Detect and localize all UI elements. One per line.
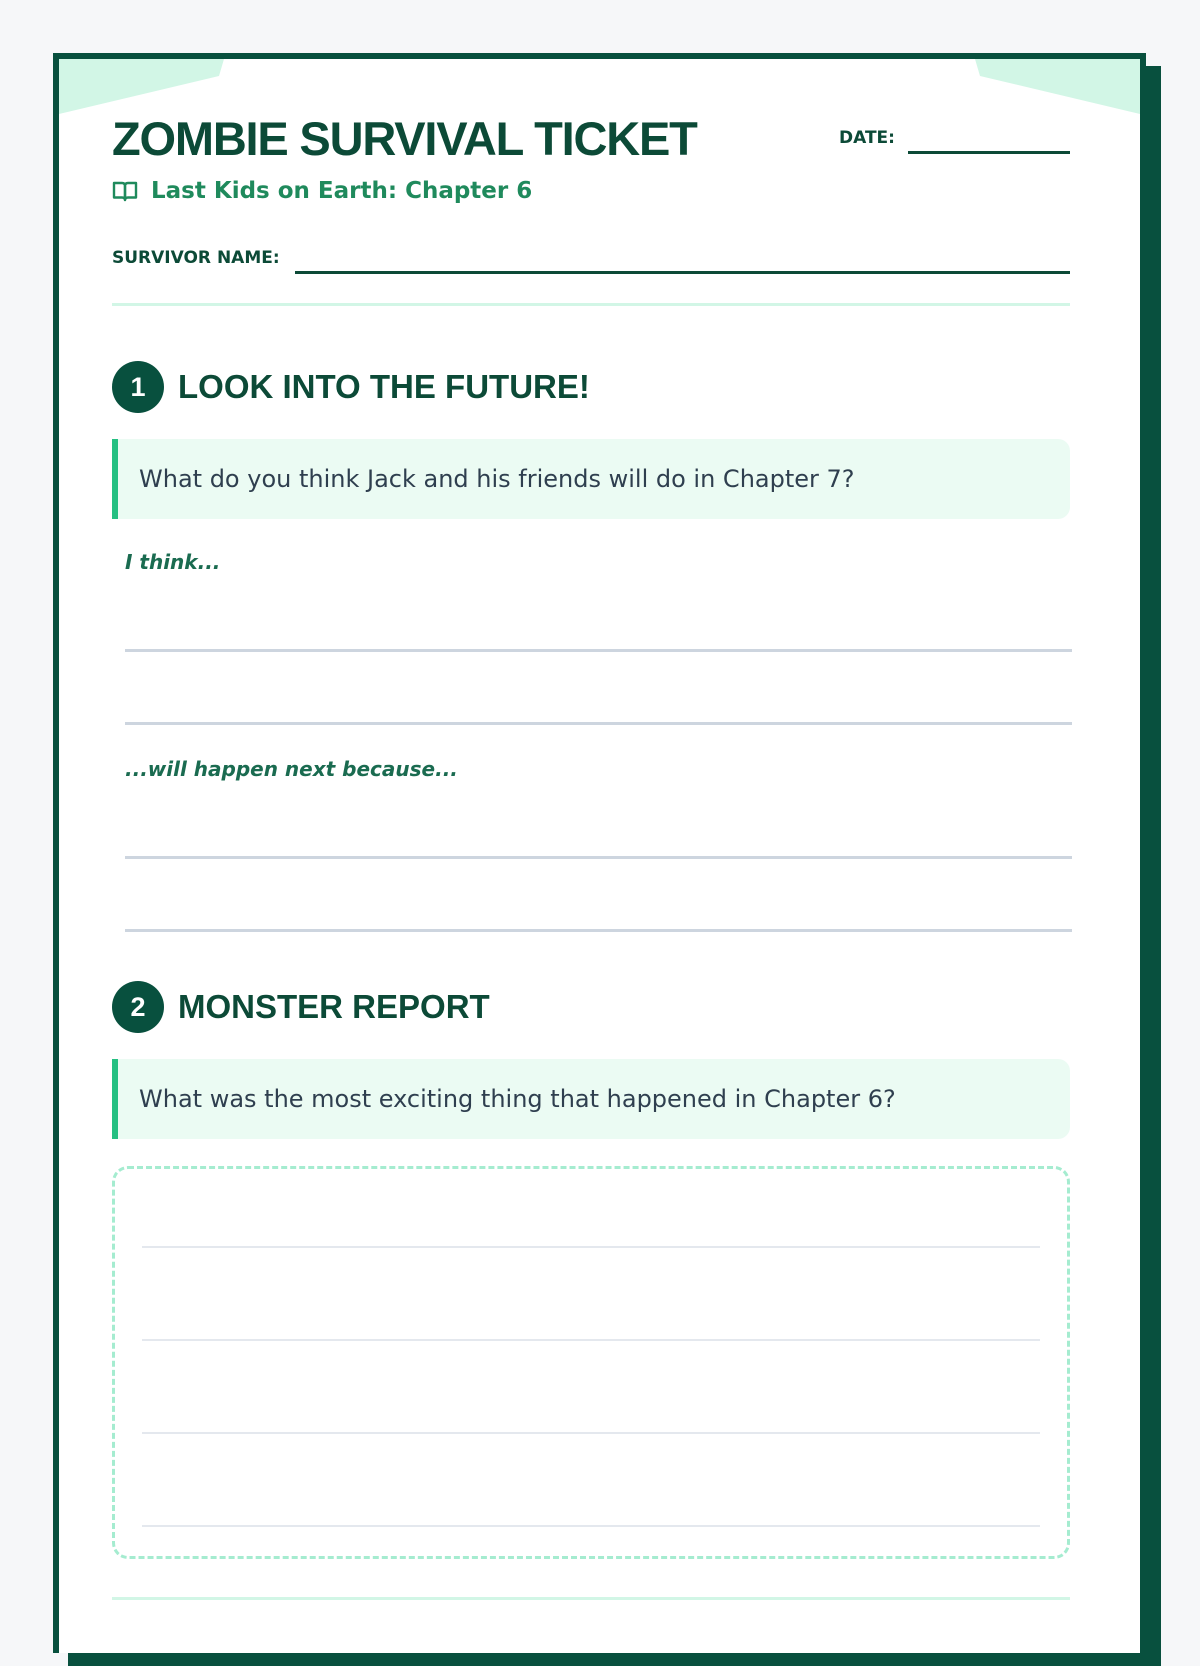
corner-decoration-right xyxy=(975,59,1140,114)
answer-line xyxy=(142,1339,1040,1341)
answer-line xyxy=(142,1525,1040,1527)
survivor-name-label: SURVIVOR NAME: xyxy=(112,248,280,268)
answer-line[interactable] xyxy=(125,722,1072,725)
section-1-title: LOOK INTO THE FUTURE! xyxy=(178,368,590,405)
section-2-number-badge: 2 xyxy=(112,981,164,1033)
answer-line xyxy=(142,1246,1040,1248)
section-1-heading xyxy=(112,361,590,413)
book-open-icon xyxy=(112,180,138,202)
header-divider xyxy=(112,303,1070,306)
section-2-prompt: What was the most exciting thing that happened in Chapter 6? xyxy=(112,1059,1070,1139)
date-field[interactable] xyxy=(908,151,1070,154)
date-label: DATE: xyxy=(839,128,895,148)
answer-line[interactable] xyxy=(125,856,1072,859)
section-1-cue-1: I think... xyxy=(125,550,221,574)
answer-line[interactable] xyxy=(125,929,1072,932)
ticket-title: ZOMBIE SURVIVAL TICKET xyxy=(112,112,697,165)
monster-report-answer-box[interactable] xyxy=(112,1166,1070,1559)
section-2-heading xyxy=(112,981,490,1033)
subtitle-text: Last Kids on Earth: Chapter 6 xyxy=(151,178,533,204)
answer-line[interactable] xyxy=(125,649,1072,652)
corner-decoration-left xyxy=(59,59,224,114)
section-1-number-badge: 1 xyxy=(112,361,164,413)
section-1-prompt: What do you think Jack and his friends will do in Chapter 7? xyxy=(112,439,1070,519)
book-subtitle xyxy=(112,178,532,204)
answer-line xyxy=(142,1432,1040,1434)
survival-ticket xyxy=(53,53,1146,1653)
survivor-name-field[interactable] xyxy=(295,271,1070,274)
section-1-cue-2: ...will happen next because... xyxy=(125,757,458,781)
section-2-title: MONSTER REPORT xyxy=(178,988,490,1025)
